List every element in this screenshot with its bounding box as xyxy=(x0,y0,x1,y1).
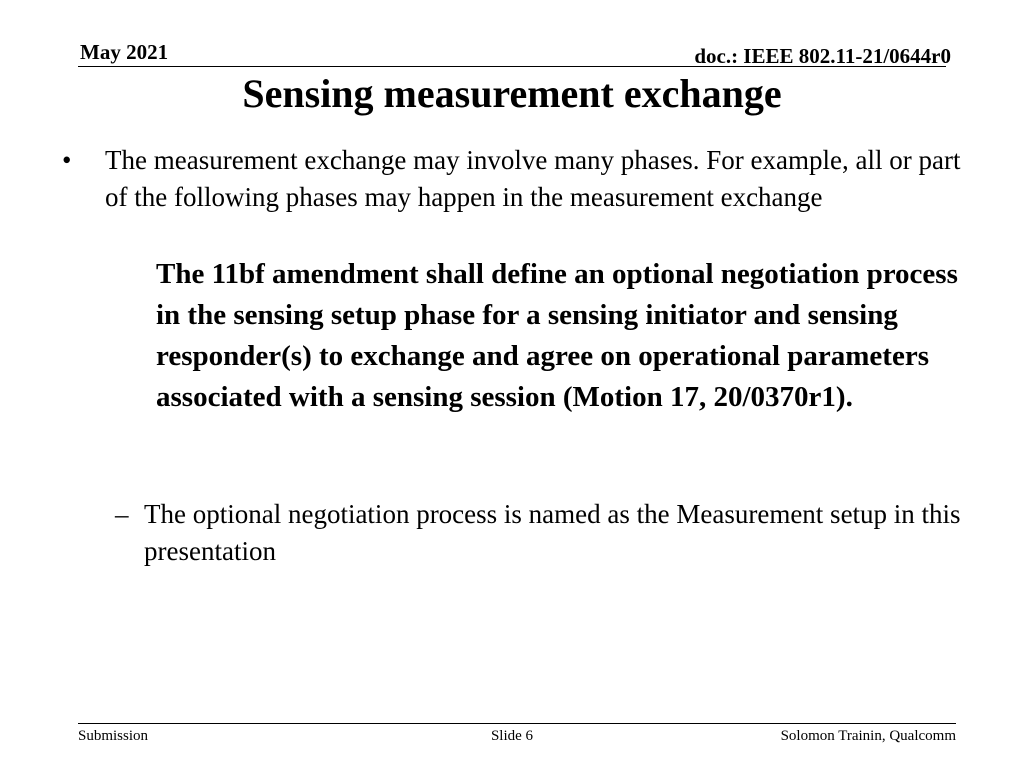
slide-title: Sensing measurement exchange xyxy=(242,71,782,116)
bullet-marker: • xyxy=(62,145,72,175)
footer-author: Solomon Trainin, Qualcomm xyxy=(780,728,956,744)
sub-bullet-marker: – xyxy=(115,499,129,529)
header-doc-id: doc.: IEEE 802.11-21/0644r0 xyxy=(694,44,951,68)
motion-text: The 11bf amendment shall define an optional negotiation process in the sensing setup phase for a sensing initiator and sensing responder(s) to exchange and agree on operational parameters associated with a sensing session (Motion 17, 20/0370r1). xyxy=(156,258,958,413)
sub-bullet-item xyxy=(115,496,975,570)
sub-bullet-text: The optional negotiation process is named as the Measurement setup in this presentation xyxy=(144,499,961,566)
footer-slide-number: Slide 6 xyxy=(490,728,534,744)
bullet-text: The measurement exchange may involve many phases. For example, all or part of the following phases may happen in the measurement exchange xyxy=(105,145,961,212)
header-date: May 2021 xyxy=(80,40,169,64)
footer-submission: Submission xyxy=(78,728,149,744)
header-divider xyxy=(78,66,946,67)
footer-divider xyxy=(78,723,956,724)
bullet-item xyxy=(62,142,982,216)
